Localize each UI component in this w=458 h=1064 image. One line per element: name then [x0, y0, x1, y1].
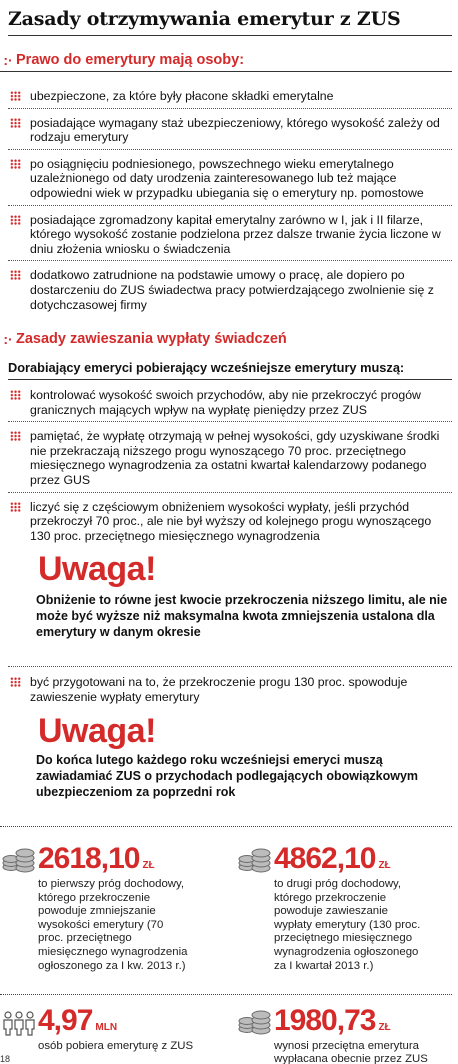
- stat-value: 2618,10: [38, 842, 140, 875]
- dots-bullet-icon: [10, 91, 21, 101]
- stat-description: to drugi próg dochodowy, którego przekroczenie powoduje zawieszanie wypłaty emerytury (130 proc. przeciętnego miesięcznego wynagrodzenia ogłoszonego za I kwartał 2013 r.): [274, 878, 421, 972]
- people-icon: [2, 1010, 36, 1036]
- page-number: 18: [0, 1054, 11, 1064]
- stat-unit: ZŁ: [142, 860, 155, 871]
- section1-heading-label: Prawo do emerytury mają osoby:: [16, 52, 245, 68]
- dots-bullet-icon: [10, 390, 21, 400]
- dots-bullet-icon: [10, 677, 21, 687]
- warning-label: Uwaga!: [38, 712, 156, 750]
- stat-average-pension: [238, 1004, 452, 1064]
- section2-subheading: Dorabiający emeryci pobierający wcześniejsze emerytury muszą:: [8, 360, 452, 380]
- section1-heading: [0, 48, 452, 72]
- stat-value: 1980,73: [274, 1004, 376, 1037]
- stat-description: wynosi przeciętna emerytura wypłacana obecnie przez ZUS: [274, 1040, 428, 1064]
- stat-second-threshold: [238, 842, 452, 988]
- stat-unit: MLN: [95, 1022, 118, 1033]
- dots-bullet-icon: [10, 502, 21, 512]
- warning-label: Uwaga!: [38, 550, 156, 588]
- dots-bullet-icon: [10, 270, 21, 280]
- list-item: ubezpieczone, za które były płacone składki emerytalne: [8, 86, 452, 109]
- coins-icon: [238, 848, 272, 874]
- list-item: posiadające wymagany staż ubezpieczeniowy, którego wysokość zależy od rodzaju emerytury: [8, 113, 452, 150]
- section1-list: [8, 86, 452, 316]
- coins-icon: [2, 848, 36, 874]
- dots-bullet-icon: [10, 431, 21, 441]
- stats-divider: [0, 994, 452, 995]
- warning-note: Do końca lutego każdego roku wcześniejsi emeryci muszą zawiadamiać ZUS o przychodach podlegających obowiązkowym ubezpieczeniom za poprzedni rok: [36, 753, 419, 799]
- list-item: liczyć się z częściowym obniżeniem wysokości wypłaty, jeśli przychód przekroczył 70 proc., ale nie był wyższy od kolejnego progu wynoszącego 130 proc. przeciętnego miesięcznego wynagrodzenia: [8, 497, 452, 548]
- stat-value: 4862,10: [274, 842, 376, 875]
- list-item: posiadające zgromadzony kapitał emerytalny zarówno w I, jak i II filarze, którego wysokość zostanie podzielona przez dalsze trwanie życia liczone w dniu złożenia wniosku o świadczenia: [8, 210, 452, 262]
- stat-first-threshold: [2, 842, 222, 988]
- list-item: kontrolować wysokość swoich przychodów, aby nie przekroczyć progów granicznych mających wpływ na wypłatę pieniędzy przez ZUS: [8, 385, 452, 422]
- list-item: po osiągnięciu podniesionego, powszechnego wieku emerytalnego uzależnionego od daty urodzenia zainteresowanego lub też mające odpowiedni wiek w przypadku ubiegania się o emerytury np. pomostowe: [8, 154, 452, 206]
- dots-bullet-icon: [10, 215, 21, 225]
- section2-heading: [0, 327, 452, 351]
- warning-note: Obniżenie to równe jest kwocie przekroczenia niższego limitu, ale nie może być wyższe niż maksymalna kwota zmniejszenia ustalona dla emerytury w danym okresie: [36, 593, 448, 639]
- dots-bullet-icon: [10, 159, 21, 169]
- section2-list-continued: [8, 666, 452, 708]
- section-marker-icon: :·: [3, 331, 13, 347]
- section2-list: [8, 385, 452, 547]
- section2-heading-label: Zasady zawieszania wypłaty świadczeń: [16, 331, 287, 347]
- stat-description: osób pobiera emeryturę z ZUS: [38, 1040, 194, 1052]
- page-title: Zasady otrzymywania emerytur z ZUS: [8, 8, 401, 30]
- stats-divider: [0, 826, 452, 827]
- stat-pensioners-count: [2, 1004, 232, 1058]
- stat-value: 4,97: [38, 1004, 93, 1037]
- section-marker-icon: :·: [3, 52, 13, 68]
- list-item: być przygotowani na to, że przekroczenie progu 130 proc. spowoduje zawieszenie wypłaty emerytury: [8, 666, 452, 708]
- stat-unit: ZŁ: [378, 1022, 391, 1033]
- list-item: pamiętać, że wypłatę otrzymają w pełnej wysokości, gdy uzyskiwane środki nie przekraczają niższego progu wynoszącego 70 proc. przeciętnego miesięcznego wynagrodzenia za ostatni kwartał kalendarzowy podanego przez GUS: [8, 426, 452, 492]
- stat-description: to pierwszy próg dochodowy, którego przekroczenie powoduje zmniejszanie wysokości emerytury (70 proc. przeciętnego miesięcznego wynagrodzenia ogłoszonego za I kw. 2013 r.): [38, 878, 188, 972]
- title-rule: [8, 35, 452, 36]
- coins-icon: [238, 1010, 272, 1036]
- list-item: dodatkowo zatrudnione na podstawie umowy o pracę, ale dopiero po dostarczeniu do ZUS świadectwa pracy potwierdzającego zwolnienie się z dotychczasowej firmy: [8, 265, 452, 316]
- dots-bullet-icon: [10, 118, 21, 128]
- stat-unit: ZŁ: [378, 860, 391, 871]
